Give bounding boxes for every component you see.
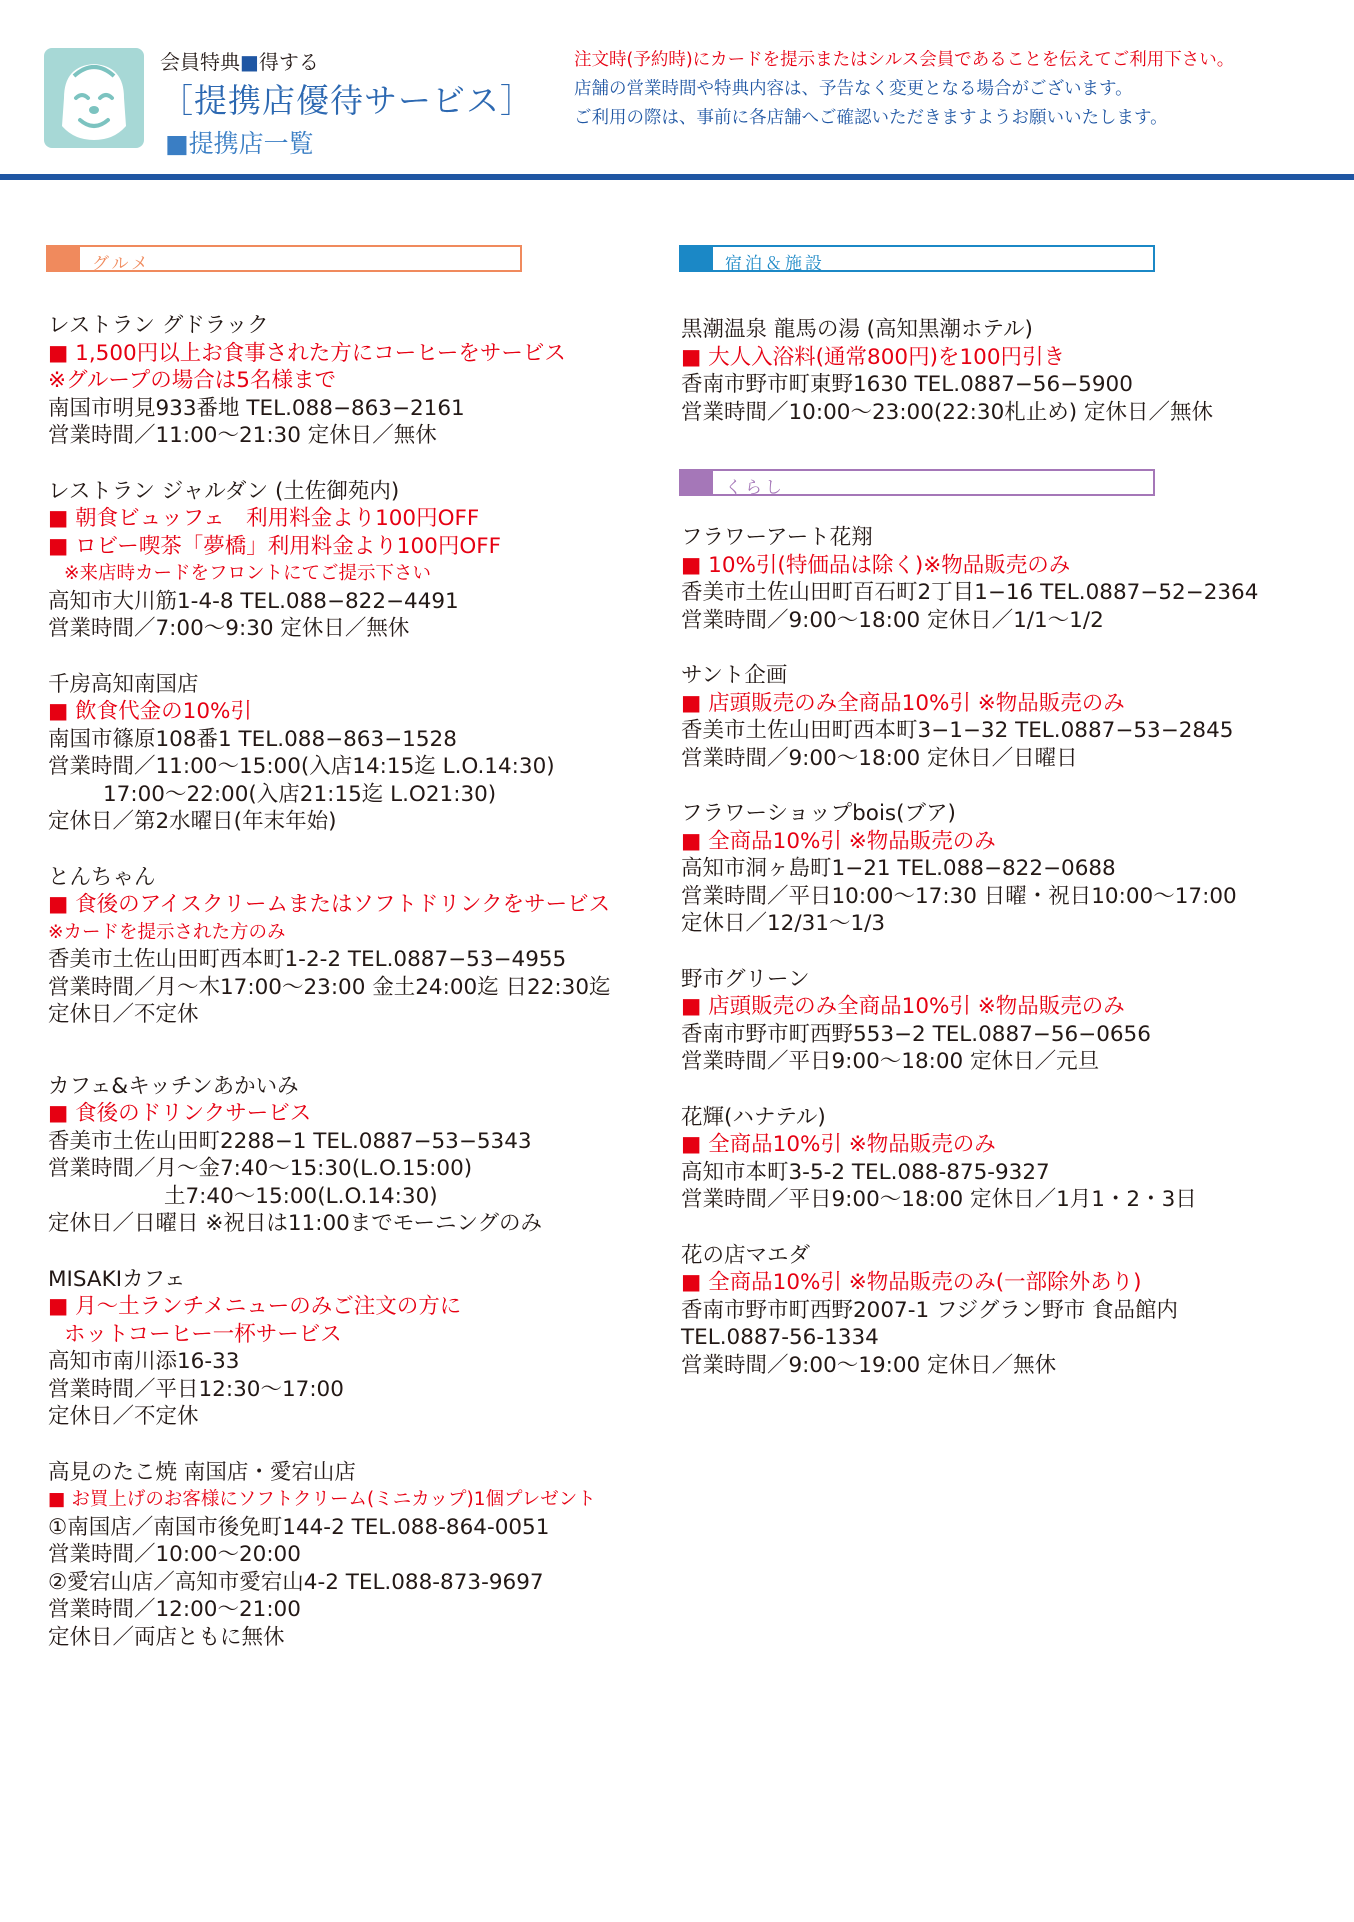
shop-name: 花輝(ハナテル)	[681, 1104, 826, 1130]
notice-line: ご利用の際は、事前に各店舗へご確認いただきますようお願いいたします。	[574, 108, 1168, 128]
shop-benefit: ■ 朝食ビュッフェ 利用料金より100円OFF	[48, 506, 480, 531]
shop-entry	[48, 312, 611, 450]
category-lodging	[679, 245, 1155, 272]
shop-name: カフェ&キッチンあかいみ	[48, 1073, 299, 1099]
shop-closed: 定休日／両店ともに無休	[48, 1624, 285, 1650]
shop-entry	[681, 662, 1258, 772]
shop-hours: 営業時間／平日10:00〜17:30 日曜・祝日10:00〜17:00	[681, 883, 1237, 909]
shop-address: 南国市明見933番地 TEL.088−863−2161	[48, 395, 465, 421]
shop-name: 花の店マエダ	[681, 1242, 811, 1268]
shop-entry	[48, 864, 611, 1029]
category-label: 宿泊＆施設	[725, 254, 825, 274]
shop-hours: 営業時間／9:00〜19:00 定休日／無休	[681, 1352, 1057, 1378]
lodging-list	[681, 316, 1213, 454]
shop-benefit: ■ 店頭販売のみ全商品10%引 ※物品販売のみ	[681, 994, 1125, 1019]
shop-name: とんちゃん	[48, 864, 156, 890]
shop-address: ②愛宕山店／高知市愛宕山4-2 TEL.088-873-9697	[48, 1569, 544, 1595]
shop-hours: 営業時間／10:00〜20:00	[48, 1542, 301, 1567]
shop-benefit: ■ お買上げのお客様にソフトクリーム(ミニカップ)1個プレゼント	[48, 1489, 596, 1510]
shop-benefit: ■ 食後のドリンクサービス	[48, 1101, 312, 1126]
shop-hours: 営業時間／平日9:00〜18:00 定休日／1月1・2・3日	[681, 1187, 1197, 1212]
shop-hours: 営業時間／12:00〜21:00	[48, 1597, 301, 1622]
shop-benefit: ホットコーヒー一杯サービス	[64, 1321, 342, 1347]
shop-benefit: ■ 大人入浴料(通常800円)を100円引き	[681, 344, 1065, 370]
shop-address: 高知市洞ヶ島町1−21 TEL.088−822−0688	[681, 856, 1116, 881]
shop-benefit: ■ 飲食代金の10%引	[48, 699, 252, 724]
shop-entry	[48, 478, 611, 643]
shop-name: フラワーショップbois(ブア)	[681, 801, 956, 826]
shop-hours: 営業時間／9:00〜18:00 定休日／1/1〜1/2	[681, 607, 1104, 633]
shop-entry	[48, 1459, 611, 1652]
shop-name: 千房高知南国店	[48, 671, 199, 697]
shop-name: 黒潮温泉 龍馬の湯 (高知黒潮ホテル)	[681, 317, 1033, 342]
shop-benefit: ■ ロビー喫茶「夢橋」利用料金より100円OFF	[48, 533, 501, 559]
shop-closed: 定休日／不定休	[48, 1404, 199, 1429]
shop-benefit: ■ 全商品10%引 ※物品販売のみ(一部除外あり)	[681, 1270, 1142, 1295]
category-label: くらし	[725, 478, 785, 498]
shop-address: 香美市土佐山田町2288−1 TEL.0887−53−5343	[48, 1128, 532, 1154]
shop-hours: 営業時間／11:00〜21:30 定休日／無休	[48, 423, 437, 448]
gourmet-list	[48, 312, 611, 1679]
shop-entry	[48, 1266, 611, 1431]
header-subtitle: 会員特典■得する	[160, 50, 319, 74]
shop-name: 高見のたこ焼 南国店・愛宕山店	[48, 1459, 356, 1485]
category-living	[679, 469, 1155, 496]
shop-benefit: ■ 全商品10%引 ※物品販売のみ	[681, 1132, 996, 1157]
shop-address: 南国市篠原108番1 TEL.088−863−1528	[48, 726, 457, 752]
shop-name: サント企画	[681, 663, 788, 688]
shop-address: 高知市大川筋1-4-8 TEL.088−822−4491	[48, 588, 459, 614]
shop-address: 香南市野市町東野1630 TEL.0887−56−5900	[681, 372, 1133, 397]
living-list	[681, 524, 1258, 1407]
shop-name: フラワーアート花翔	[681, 525, 873, 550]
shop-address: ①南国店／南国市後免町144-2 TEL.088-864-0051	[48, 1514, 550, 1540]
shop-name: レストラン グドラック	[48, 313, 269, 338]
shop-entry	[681, 800, 1258, 938]
shop-hours: 営業時間／平日9:00〜18:00 定休日／元旦	[681, 1049, 1100, 1074]
notice-line: 注文時(予約時)にカードを提示またはシルス会員であることを伝えてご利用下さい。	[574, 50, 1235, 70]
shop-entry	[681, 524, 1258, 634]
shop-address: 高知市本町3-5-2 TEL.088-875-9327	[681, 1159, 1050, 1185]
shop-address: 香美市土佐山田町百石町2丁目1−16 TEL.0887−52−2364	[681, 580, 1259, 605]
shop-name: MISAKIカフェ	[48, 1266, 186, 1292]
header-divider	[0, 174, 1354, 180]
category-gourmet	[46, 245, 522, 272]
shop-tel: TEL.0887-56-1334	[681, 1325, 879, 1350]
section-title: ■提携店一覧	[165, 129, 314, 158]
shop-hours: 営業時間／月〜木17:00〜23:00 金土24:00迄 日22:30迄	[48, 974, 611, 1000]
shop-address: 香南市野市町西野2007-1 フジグラン野市 食品館内	[681, 1297, 1179, 1323]
shop-closed: 定休日／日曜日 ※祝日は11:00までモーニングのみ	[48, 1211, 543, 1236]
shop-hours: 営業時間／平日12:30〜17:00	[48, 1376, 344, 1402]
shop-entry	[681, 1104, 1258, 1214]
mascot-logo-icon	[44, 48, 144, 148]
shop-closed: 定休日／不定休	[48, 1002, 199, 1027]
shop-entry	[681, 966, 1258, 1076]
shop-note: ※カードを提示された方のみ	[48, 921, 286, 943]
shop-benefit: ■ 10%引(特価品は除く)※物品販売のみ	[681, 552, 1071, 578]
shop-benefit-note: ※グループの場合は5名様まで	[48, 368, 336, 393]
shop-name: レストラン ジャルダン (土佐御苑内)	[48, 478, 400, 504]
shop-hours: 営業時間／月〜金7:40〜15:30(L.O.15:00)	[48, 1156, 473, 1181]
shop-hours: 営業時間／10:00〜23:00(22:30札止め) 定休日／無休	[681, 399, 1213, 425]
shop-entry	[681, 316, 1213, 426]
shop-hours: 土7:40〜15:00(L.O.14:30)	[164, 1183, 438, 1209]
shop-benefit: ■ 店頭販売のみ全商品10%引 ※物品販売のみ	[681, 690, 1125, 716]
shop-entry	[681, 1242, 1258, 1380]
shop-address: 香美市土佐山田町西本町3−1−32 TEL.0887−53−2845	[681, 718, 1234, 743]
shop-closed: 定休日／第2水曜日(年末年始)	[48, 809, 337, 834]
shop-benefit: ■ 食後のアイスクリームまたはソフトドリンクをサービス	[48, 892, 611, 917]
category-label: グルメ	[92, 254, 151, 274]
shop-entry	[48, 1073, 611, 1238]
shop-benefit: ■ 全商品10%引 ※物品販売のみ	[681, 828, 996, 854]
shop-note: ※来店時カードをフロントにてご提示下さい	[64, 563, 432, 584]
shop-hours: 営業時間／11:00〜15:00(入店14:15迄 L.O.14:30)	[48, 754, 555, 779]
page-title: ［提携店優待サービス］	[160, 81, 534, 120]
shop-hours: 17:00〜22:00(入店21:15迄 L.O21:30)	[103, 781, 497, 807]
shop-address: 香南市野市町西野553−2 TEL.0887−56−0656	[681, 1021, 1151, 1047]
notice-line: 店舗の営業時間や特典内容は、予告なく変更となる場合がございます。	[574, 79, 1133, 99]
shop-benefit: ■ 月〜土ランチメニューのみご注文の方に	[48, 1294, 462, 1319]
shop-address: 香美市土佐山田町西本町1-2-2 TEL.0887−53−4955	[48, 947, 567, 972]
shop-hours: 営業時間／9:00〜18:00 定休日／日曜日	[681, 745, 1078, 771]
shop-name: 野市グリーン	[681, 966, 810, 992]
usage-notice	[574, 46, 1234, 133]
shop-closed: 定休日／12/31〜1/3	[681, 911, 886, 936]
shop-entry	[48, 671, 611, 836]
shop-hours: 営業時間／7:00〜9:30 定休日／無休	[48, 616, 410, 641]
shop-address: 高知市南川添16-33	[48, 1349, 240, 1374]
shop-benefit: ■ 1,500円以上お食事された方にコーヒーをサービス	[48, 340, 566, 366]
